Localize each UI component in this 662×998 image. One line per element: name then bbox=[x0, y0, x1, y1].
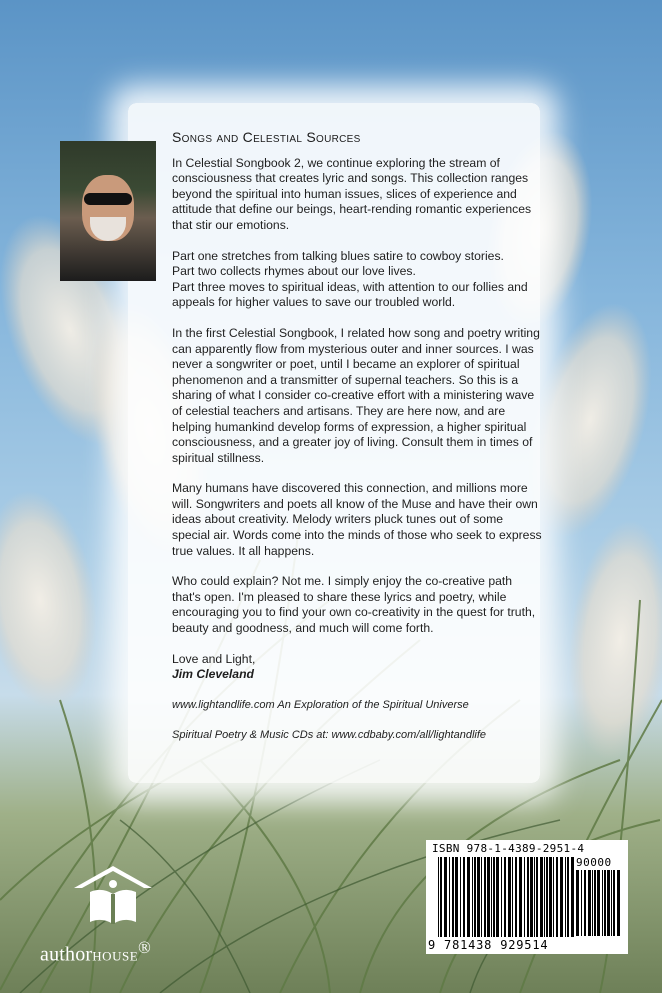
barcode-bar bbox=[588, 870, 591, 936]
barcode-addon-text: 90000 bbox=[576, 856, 612, 869]
barcode-bar bbox=[449, 857, 450, 937]
barcode-bar bbox=[512, 857, 513, 937]
barcode-bar bbox=[504, 857, 506, 937]
barcode-bar bbox=[515, 857, 517, 937]
intro-paragraph: In Celestial Songbook 2, we continue exploring the stream of consciousness that creates lyric and songs. This collection ranges beyond the spiritual into human issues, slices of experience and attitude that define our beings, heart-rending romantic experiences that stir our emotions. bbox=[172, 155, 532, 232]
barcode-bar bbox=[556, 857, 558, 937]
barcode-bar bbox=[584, 870, 586, 936]
barcode-bar bbox=[455, 857, 458, 937]
barcode-bar bbox=[540, 857, 543, 937]
barcode-bar bbox=[602, 870, 603, 936]
barcode-bar bbox=[571, 857, 574, 937]
barcode-bar bbox=[491, 857, 492, 937]
barcode-bar bbox=[440, 857, 442, 937]
barcode-bar bbox=[594, 870, 596, 936]
barcode-bar bbox=[560, 857, 563, 937]
barcode-bar bbox=[567, 857, 569, 937]
barcode-bar bbox=[484, 857, 486, 937]
isbn-text: ISBN 978-1-4389-2951-4 bbox=[432, 842, 585, 855]
barcode-bar bbox=[493, 857, 495, 937]
barcode-bar bbox=[613, 870, 615, 936]
barcode-bar bbox=[536, 857, 538, 937]
barcode-bar bbox=[576, 870, 579, 936]
barcode-bar bbox=[607, 870, 610, 936]
parts-paragraph bbox=[172, 249, 542, 311]
publisher-wordmark bbox=[40, 938, 190, 967]
part-one: Part one stretches from talking blues satire to cowboy stories. bbox=[172, 248, 504, 263]
barcode-bar bbox=[481, 857, 482, 937]
cd-line: Spiritual Poetry & Music CDs at: www.cdbaby.com/all/lightandlife bbox=[172, 729, 487, 742]
publisher-suffix: HOUSE bbox=[92, 948, 139, 964]
back-cover-text bbox=[172, 130, 542, 759]
barcode-bar bbox=[467, 857, 470, 937]
barcode-bar bbox=[530, 857, 533, 937]
barcode-bar bbox=[581, 870, 582, 936]
section-title: Songs and Celestial Sources bbox=[172, 129, 361, 145]
publisher-prefix: author bbox=[40, 943, 93, 966]
barcode-bar bbox=[592, 870, 593, 936]
sunglasses bbox=[84, 193, 132, 205]
barcode-number: 9 781438 929514 bbox=[428, 938, 549, 952]
barcode-bar bbox=[544, 857, 545, 937]
barcode-bar bbox=[463, 857, 465, 937]
barcode-bar bbox=[472, 857, 473, 937]
publisher-logo bbox=[40, 862, 190, 966]
author-name: Jim Cleveland bbox=[172, 667, 254, 682]
barcode-bar bbox=[617, 870, 620, 936]
barcode-bar bbox=[487, 857, 490, 937]
barcode-addon-bars bbox=[576, 870, 624, 936]
author-photo bbox=[60, 141, 156, 281]
barcode-bar bbox=[611, 870, 612, 936]
barcode-bar bbox=[444, 857, 447, 937]
barcode-bar bbox=[597, 870, 600, 936]
barcode-bars bbox=[438, 857, 574, 937]
body-paragraph-3: Who could explain? Not me. I simply enjoy the co-creative path that's open. I'm pleased to share these lyrics and poetry, while encouraging you to find your own co-creativity in the quest for truth, beauty and goodness, and much will come forth. bbox=[172, 574, 536, 636]
barcode-bar bbox=[524, 857, 525, 937]
part-two: Part two collects rhymes about our love lives. bbox=[172, 264, 416, 279]
barcode-bar bbox=[519, 857, 522, 937]
barcode-bar bbox=[501, 857, 502, 937]
barcode-bar bbox=[565, 857, 566, 937]
barcode-bar bbox=[496, 857, 499, 937]
isbn-barcode bbox=[426, 840, 628, 954]
website-line: www.lightandlife.com An Exploration of the Spiritual Universe bbox=[172, 698, 469, 711]
barcode-bar bbox=[546, 857, 548, 937]
barcode-bar bbox=[438, 857, 439, 937]
barcode-bar bbox=[477, 857, 480, 937]
body-paragraph-2: Many humans have discovered this connection, and millions more will. Songwriters and poets all know of the Muse and have their own ideas about creativity. Melody writers pluck tunes out of some special air. Words come into the minds of those who seek to express true values. It all happens. bbox=[172, 481, 542, 558]
barcode-bar bbox=[508, 857, 511, 937]
barcode-bar bbox=[534, 857, 535, 937]
barcode-bar bbox=[604, 870, 606, 936]
barcode-bar bbox=[474, 857, 476, 937]
barcode-bar bbox=[460, 857, 461, 937]
house-book-icon bbox=[68, 862, 158, 934]
barcode-bar bbox=[452, 857, 454, 937]
body-paragraph-1: In the first Celestial Songbook, I related how song and poetry writing can apparently flow from mysterious outer and inner sources. I was never a songwriter or poet, until I became an explorer of spiritual phenomenon and a transmitter of supernal teachers. So this is a sharing of what I consider co-creative effort with a ministering wave of celestial teachers and artisans. They are here now, and are helping humankind develop forms of expression, a higher spiritual consciousness, and a greater joy of living. Consult them in times of spiritual stillness. bbox=[172, 325, 540, 465]
barcode-bar bbox=[553, 857, 554, 937]
barcode-bar bbox=[527, 857, 529, 937]
registered-mark: ® bbox=[138, 938, 151, 957]
barcode-bar bbox=[549, 857, 552, 937]
part-three: Part three moves to spiritual ideas, with attention to our follies and appeals for higher values to save our troubled world. bbox=[172, 279, 528, 310]
signoff: Love and Light, bbox=[172, 651, 256, 666]
